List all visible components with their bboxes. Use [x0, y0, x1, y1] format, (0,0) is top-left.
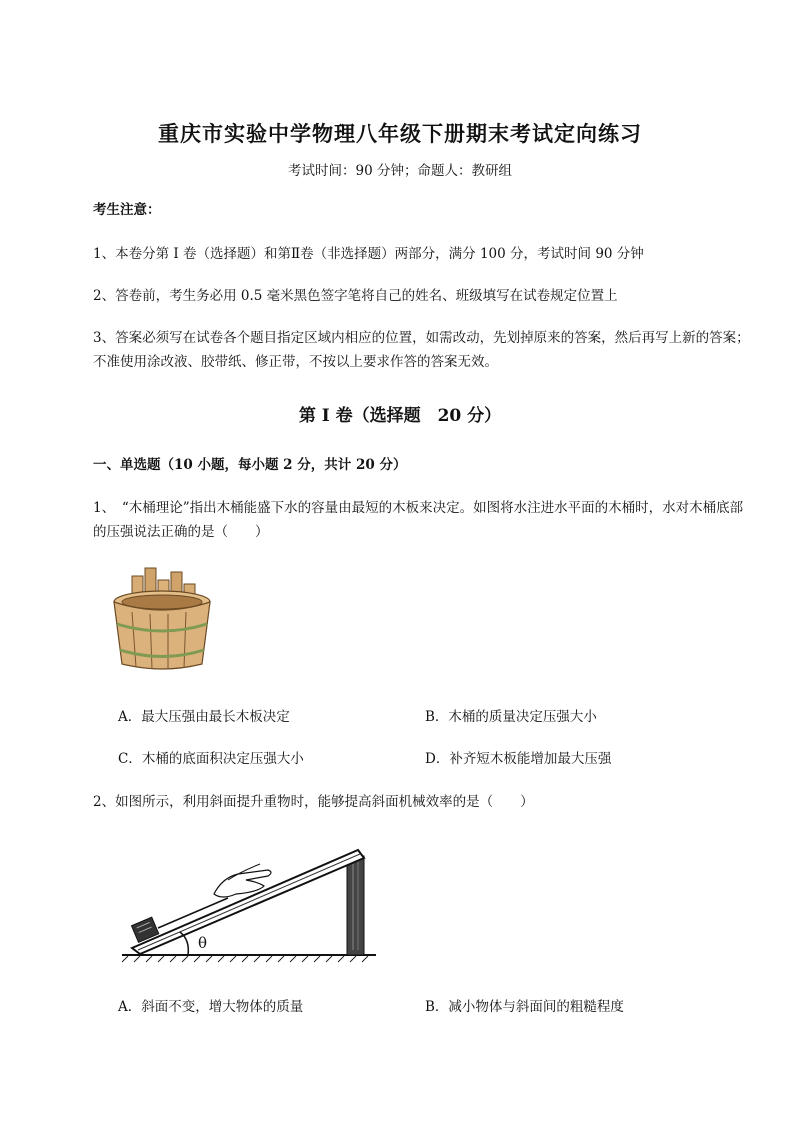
inclined-plane-figure [118, 838, 380, 968]
notice-item-1: 1、本卷分第 I 卷（选择题）和第Ⅱ卷（非选择题）两部分，满分 100 分，考试时间 90 分钟 [93, 246, 644, 262]
question-1-option-b: B．木桶的质量决定压强大小 [425, 709, 597, 725]
question-1-stem: 1、 “木桶理论”指出木桶能盛下水的容量由最短的木板来决定。如图将水注进水平面的木桶时，水对木桶底部的压强说法正确的是（ ） [93, 500, 744, 540]
part-heading: 一、单选题（10 小题，每小题 2 分，共计 20 分） [93, 457, 407, 473]
page-title: 重庆市实验中学物理八年级下册期末考试定向练习 [158, 121, 642, 146]
wooden-bucket-figure [110, 566, 215, 672]
notice-item-3: 3、答案必须写在试卷各个题目指定区域内相应的位置，如需改动，先划掉原来的答案，然后再写上新的答案；不准使用涂改液、胶带纸、修正带，不按以上要求作答的答案无效。 [93, 330, 750, 370]
notice-item-2: 2、答卷前，考生务必用 0.5 毫米黑色签字笔将自己的姓名、班级填写在试卷规定位置上 [93, 288, 618, 304]
question-2-stem: 2、如图所示，利用斜面提升重物时，能够提高斜面机械效率的是（ ） [93, 794, 534, 810]
question-2-option-b: B．减小物体与斜面间的粗糙程度 [425, 999, 624, 1015]
section-title: 第 I 卷（选择题 20 分） [298, 406, 502, 426]
notice-heading: 考生注意： [93, 202, 161, 218]
question-1-option-a: A．最大压强由最长木板决定 [118, 709, 290, 725]
exam-info: 考试时间：90 分钟；命题人：教研组 [288, 163, 512, 179]
question-2-option-a: A．斜面不变，增大物体的质量 [118, 999, 304, 1015]
angle-theta-label: θ [198, 934, 208, 952]
question-1-option-d: D．补齐短木板能增加最大压强 [425, 751, 612, 767]
question-1-option-c: C．木桶的底面积决定压强大小 [118, 751, 304, 767]
